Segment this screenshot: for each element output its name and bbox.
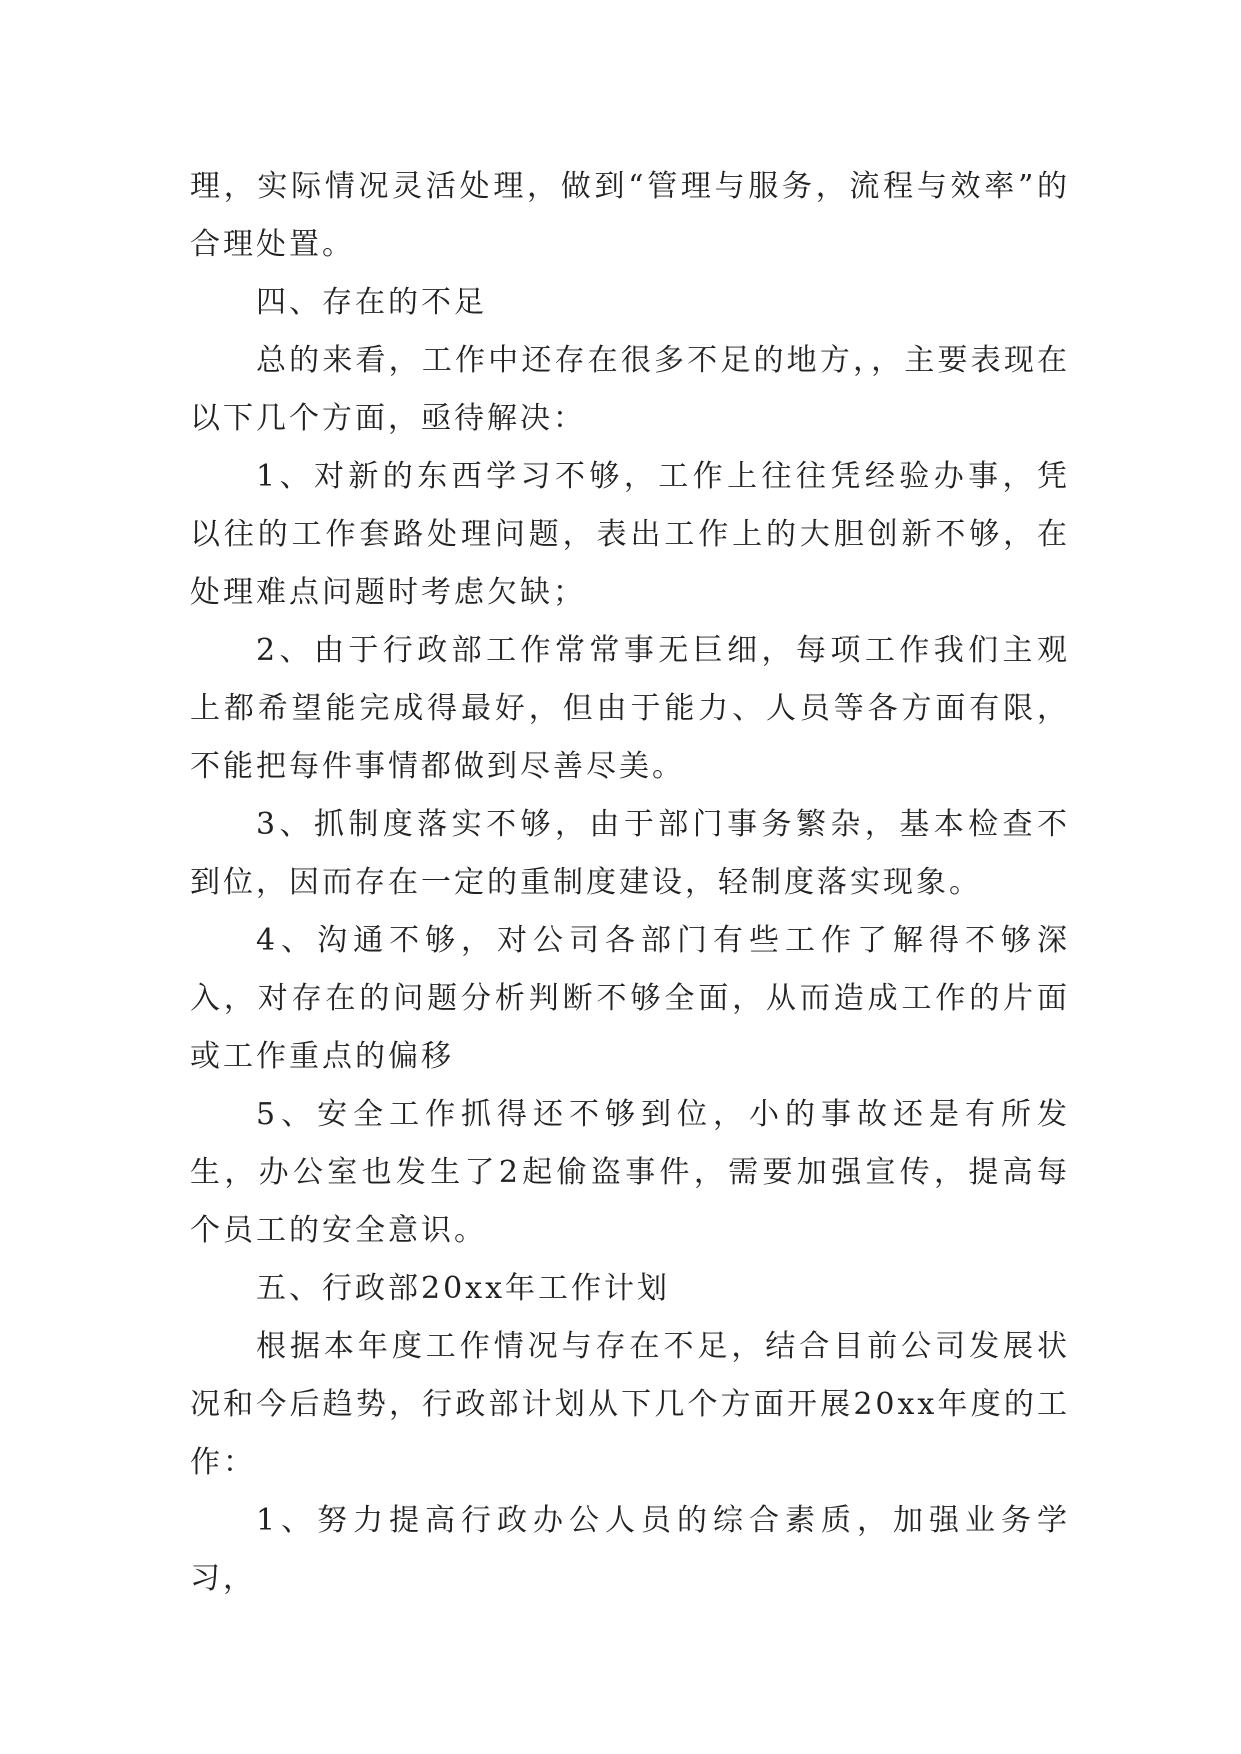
- section-heading-shortcomings: 四、存在的不足: [256, 285, 487, 320]
- paragraph-summary: 总的来看，工作中还存在很多不足的地方，，主要表现在以下几个方面，亟待解决：: [190, 343, 1070, 436]
- paragraph-plan-intro: 根据本年度工作情况与存在不足，结合目前公司发展状况和今后趋势，行政部计划从下几个方面开展20xx年度的工作：: [190, 1329, 1070, 1480]
- list-item-2: 2、由于行政部工作常常事无巨细，每项工作我们主观上都希望能完成得最好，但由于能力、人员等各方面有限，不能把每件事情都做到尽善尽美。: [190, 633, 1070, 784]
- list-item-1: 1、对新的东西学习不够，工作上往往凭经验办事，凭以往的工作套路处理问题，表出工作上的大胆创新不够，在处理难点问题时考虑欠缺；: [190, 459, 1070, 610]
- list-item-3: 3、抓制度落实不够，由于部门事务繁杂，基本检查不到位，因而存在一定的重制度建设，轻制度落实现象。: [190, 807, 1070, 900]
- list-item-5: 5、安全工作抓得还不够到位，小的事故还是有所发生，办公室也发生了2起偷盗事件，需要加强宣传，提高每个员工的安全意识。: [190, 1097, 1070, 1248]
- paragraph-continuation: 理，实际情况灵活处理，做到“管理与服务，流程与效率”的合理处置。: [190, 169, 1070, 262]
- section-heading-plan: 五、行政部20xx年工作计划: [256, 1271, 671, 1306]
- document-body: [190, 158, 1070, 1608]
- list-item-4: 4、沟通不够，对公司各部门有些工作了解得不够深入，对存在的问题分析判断不够全面，从而造成工作的片面或工作重点的偏移: [190, 923, 1070, 1074]
- plan-item-1: 1、努力提高行政办公人员的综合素质，加强业务学习，: [190, 1503, 1070, 1596]
